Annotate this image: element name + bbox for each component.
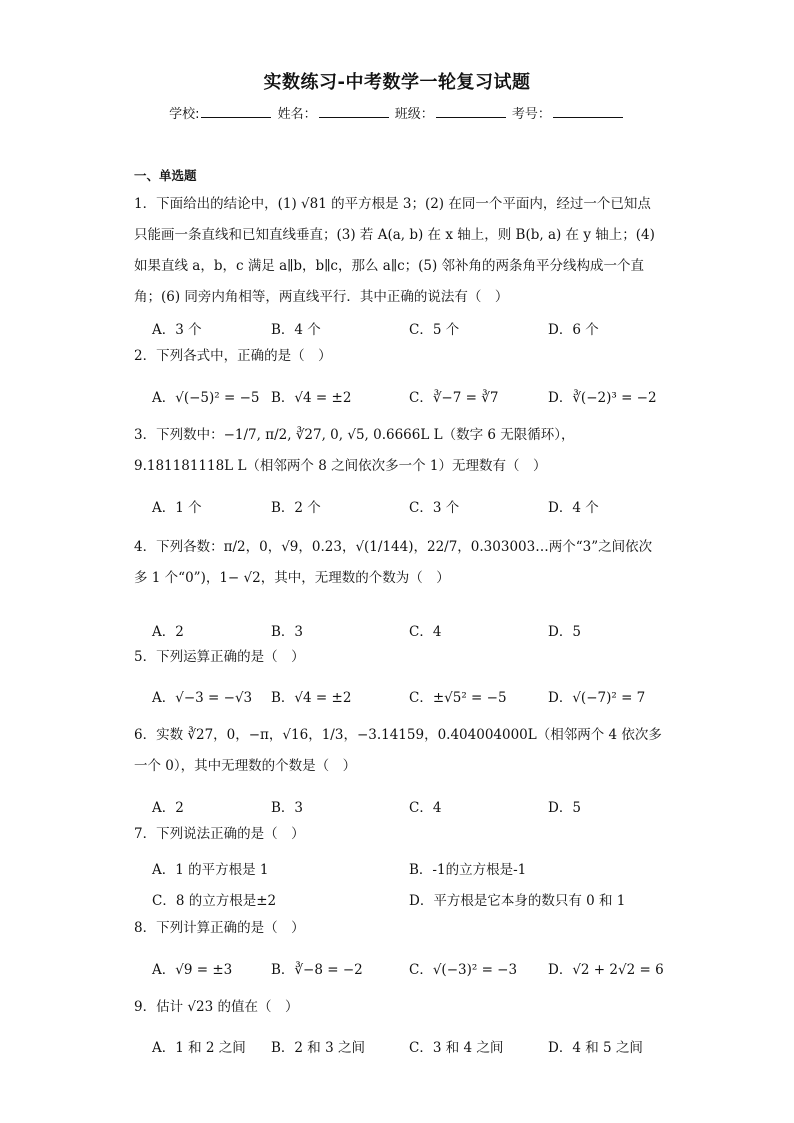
option-a: A．2 [152,624,184,640]
question-8: 8．下列计算正确的是（ ） [134,920,305,936]
option-c: C．√(−3)² = −3 [409,962,518,978]
question-4: 4．下列各数：π/2，0，√9，0.23，√(1/144)，22/7，0.303003…两个“3”之间依次多 1 个“0”)，1− √2，其中，无理数的个数为（ ） [134,539,653,586]
option-b: B．√4 = ±2 [271,690,352,706]
option-d: D．6 个 [548,322,599,338]
section-heading: 一、单选题 [134,168,197,183]
question-1: 1．下面给出的结论中，(1) √81 的平方根是 3；(2) 在同一个平面内，经过一个已知点只能画一条直线和已知直线垂直；(3) 若 A(a, b) 在 x 轴上，则 B(b, a) 在 y 轴上；(4) 如果直线 a，b，c 满足 a∥b，b∥c，那么 a∥c；(5) 邻补角的两条角平分线构成一个直角；(6) 同旁内角相等，两直线平行．其中正确的说法有（ ） [134,196,655,305]
question-3-options [152,496,662,520]
option-a: A．√9 = ±3 [152,962,233,978]
class-blank [436,105,506,118]
option-a: A．1 和 2 之间 [152,1040,246,1056]
option-b: B．2 个 [271,500,321,516]
question-2: 2．下列各式中，正确的是（ ） [134,348,332,364]
option-b: B．√4 = ±2 [271,390,352,406]
question-4-options [152,620,662,644]
option-a: A．2 [152,800,184,816]
question-9-options [152,1036,662,1060]
option-b: B．-1的立方根是-1 [409,862,527,878]
option-d: D．4 和 5 之间 [548,1040,643,1056]
option-c: C．8 的立方根是±2 [152,893,277,909]
student-info-line [0,103,794,122]
option-d: D．√2 + 2√2 = 6 [548,962,664,978]
page-title: 实数练习-中考数学一轮复习试题 [263,72,531,93]
option-d: D．4 个 [548,500,599,516]
option-c: C．3 个 [409,500,460,516]
question-8-options [152,958,662,982]
name-blank [319,105,389,118]
question-1-options [152,318,662,342]
number-label: 考号： [511,107,551,122]
number-blank [553,105,623,118]
option-c: C．∛−7 = ∛7 [409,390,499,406]
question-6: 6．实数 ∛27，0，−π，√16，1/3，−3.14159，0.404004000L（相邻两个 4 依次多一个 0），其中无理数的个数是（ ） [134,727,662,774]
class-label: 班级： [394,107,434,122]
option-a: A．1 个 [152,500,202,516]
option-c: C．4 [409,624,442,640]
option-c: C．±√5² = −5 [409,690,507,706]
question-7: 7．下列说法正确的是（ ） [134,826,305,842]
option-b: B．3 [271,624,304,640]
option-d: D．5 [548,624,581,640]
school-blank [201,105,271,118]
option-c: C．3 和 4 之间 [409,1040,504,1056]
option-a: A．1 的平方根是 1 [152,862,269,878]
question-7-options-row2 [152,889,662,913]
school-label: 学校: [169,107,200,122]
option-b: B．2 和 3 之间 [271,1040,365,1056]
option-b: B．3 [271,800,304,816]
question-2-options [152,386,662,410]
question-6-options [152,796,662,820]
question-3: 3．下列数中：−1/7, π/2, ∛27, 0, √5, 0.6666L L（数字 6 无限循环），9.181181118L L（相邻两个 8 之间依次多一个 1）无理数有（ ） [134,427,575,474]
option-c: C．4 [409,800,442,816]
option-d: D．√(−7)² = 7 [548,690,646,706]
question-5-options [152,686,662,710]
option-a: A．√(−5)² = −5 [152,390,260,406]
question-7-options-row1 [152,858,662,882]
option-b: B．∛−8 = −2 [271,962,363,978]
option-c: C．5 个 [409,322,460,338]
option-d: D．∛(−2)³ = −2 [548,390,657,406]
option-d: D．5 [548,800,581,816]
question-9: 9．估计 √23 的值在（ ） [134,999,299,1015]
option-a: A．√−3 = −√3 [152,690,253,706]
question-5: 5．下列运算正确的是（ ） [134,649,305,665]
option-b: B．4 个 [271,322,321,338]
name-label: 姓名： [277,107,317,122]
option-d: D．平方根是它本身的数只有 0 和 1 [409,893,626,909]
option-a: A．3 个 [152,322,202,338]
